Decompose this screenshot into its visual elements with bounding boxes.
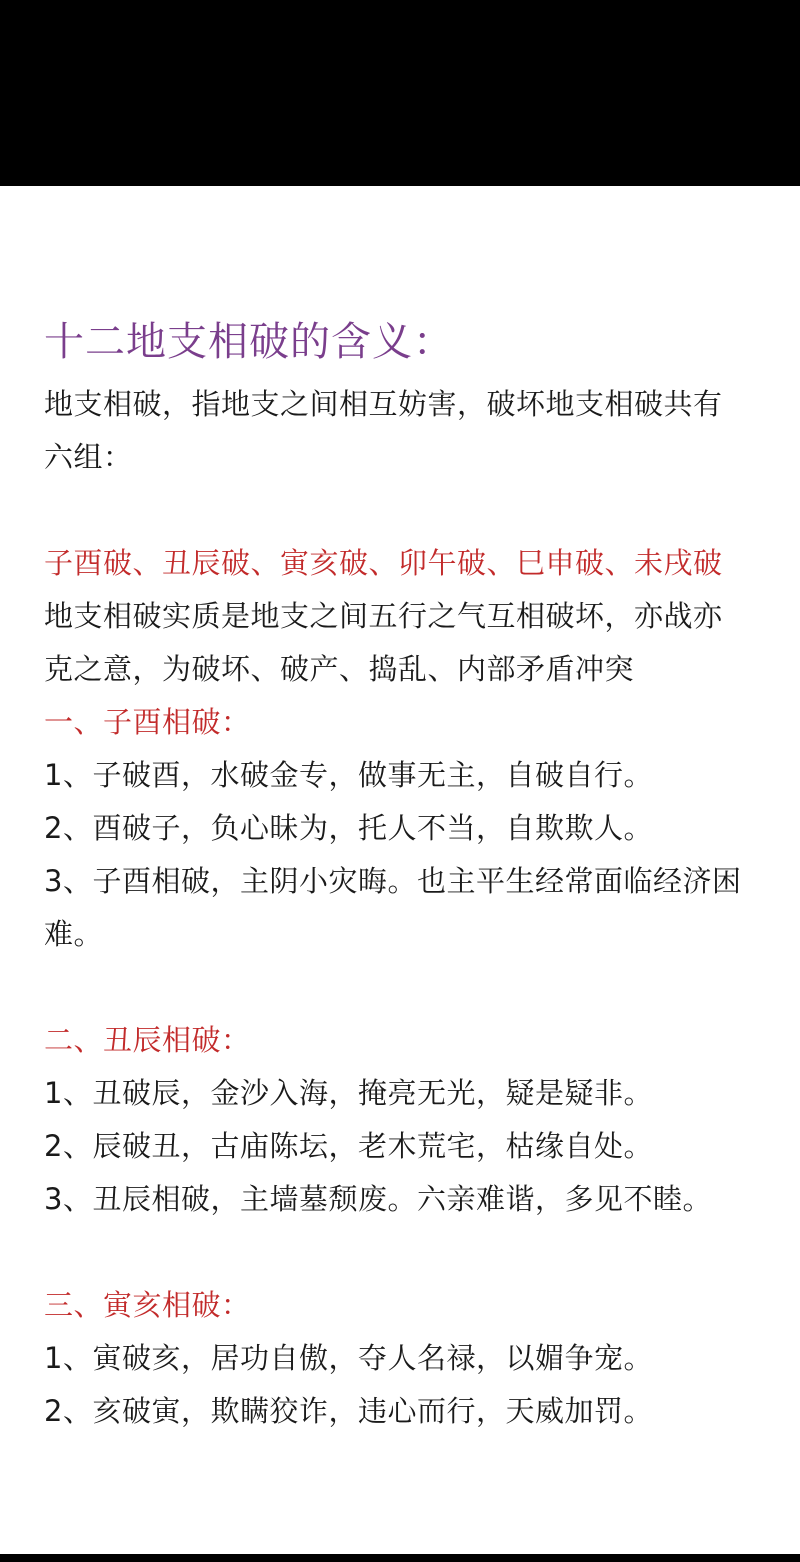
article-title: 十二地支相破的含义： (44, 319, 454, 365)
groups-line: 子酉破、丑辰破、寅亥破、卯午破、巳申破、未戌破 (44, 546, 723, 580)
section-2-line: 3、丑辰相破，主墙墓颓废。六亲难谐，多见不睦。 (44, 1182, 712, 1216)
section-1-line: 1、子破酉，水破金专，做事无主，自破自行。 (44, 758, 653, 792)
spacer (44, 961, 762, 1014)
section-1-line: 3、子酉相破，主阴小灾晦。也主平生经常面临经济困 (44, 864, 742, 898)
section-3-heading: 三、寅亥相破： (44, 1288, 251, 1322)
spacer (44, 1226, 762, 1279)
section-3-line: 2、亥破寅，欺瞒狡诈，违心而行，天威加罚。 (44, 1394, 653, 1428)
section-2-line: 1、丑破辰，金沙入海，掩亮无光，疑是疑非。 (44, 1076, 653, 1110)
spacer (44, 484, 762, 537)
article (44, 306, 762, 1438)
bottom-black-bar (0, 1554, 800, 1562)
explanation-line-1: 地支相破实质是地支之间五行之气互相破坏，亦战亦 (44, 599, 723, 633)
section-1-heading: 一、子酉相破： (44, 705, 251, 739)
section-3-line: 1、寅破亥，居功自傲，夺人名禄，以媚争宠。 (44, 1341, 653, 1375)
section-2-heading: 二、丑辰相破： (44, 1023, 251, 1057)
section-1-line: 2、酉破子，负心昧为，托人不当，自欺欺人。 (44, 811, 653, 845)
explanation-line-2: 克之意，为破坏、破产、捣乱、内部矛盾冲突 (44, 652, 635, 686)
intro-line-2: 六组： (44, 440, 133, 474)
intro-line-1: 地支相破，指地支之间相互妨害，破坏地支相破共有 (44, 387, 723, 421)
top-black-bar (0, 0, 800, 186)
section-2-line: 2、辰破丑，古庙陈坛，老木荒宅，枯缘自处。 (44, 1129, 653, 1163)
section-1-line: 难。 (44, 917, 104, 951)
